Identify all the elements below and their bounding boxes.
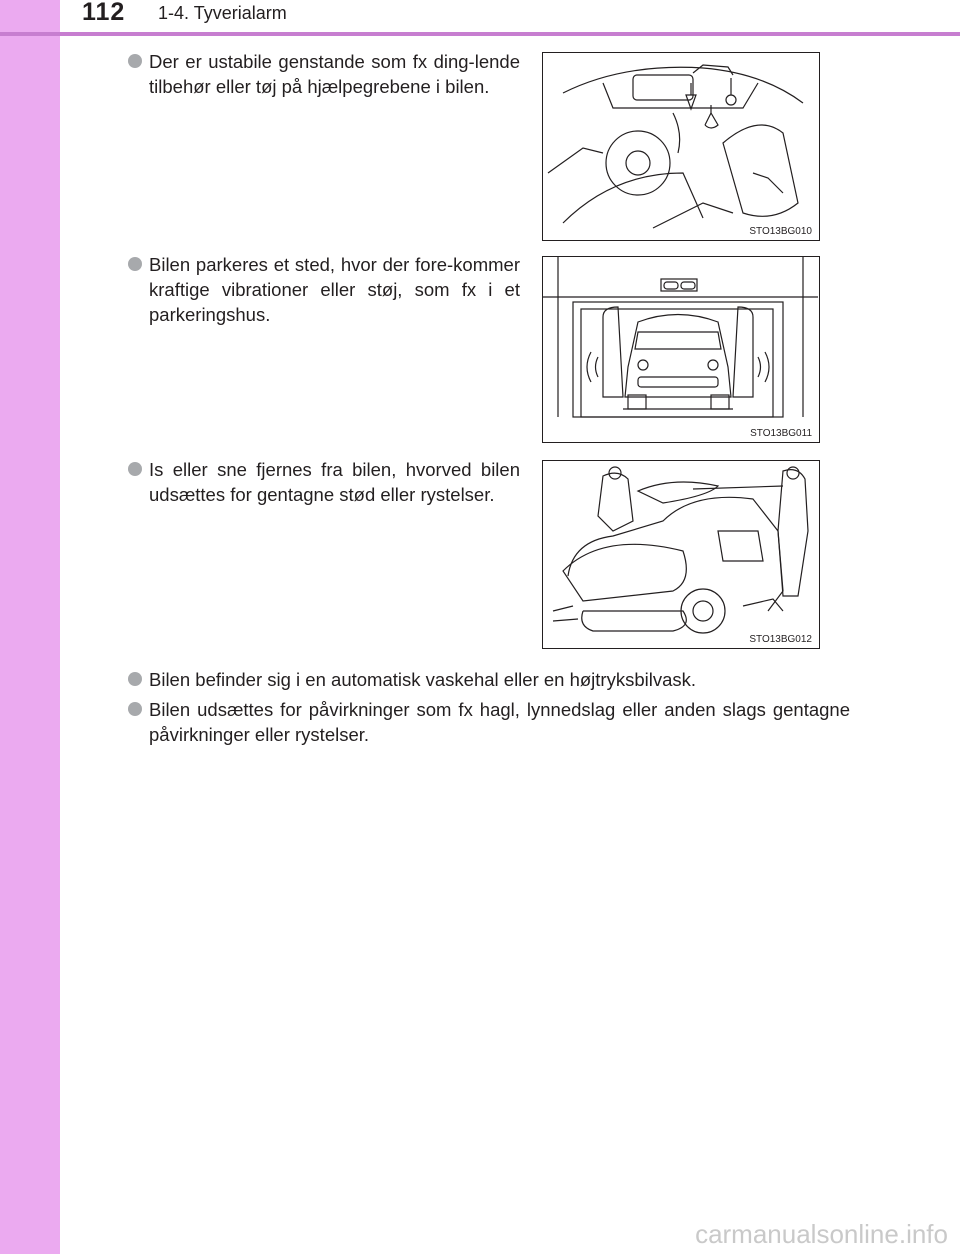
- page-number: 112: [82, 0, 126, 26]
- figure-code: STO13BG012: [749, 634, 812, 645]
- figure-snow-removal: [542, 460, 820, 649]
- header-rule: [0, 32, 960, 36]
- watermark: carmanualsonline.info: [695, 1219, 948, 1249]
- bullet-item-hail-lightning: [128, 697, 850, 747]
- bullet-icon: [128, 257, 142, 271]
- snow-illustration: [543, 461, 818, 647]
- figure-interior-hanging-items: [542, 52, 820, 241]
- bullet-item-loose-items: [128, 49, 520, 99]
- interior-illustration: [543, 53, 818, 239]
- bullet-text: Bilen parkeres et sted, hvor der fore-kommer kraftige vibrationer eller støj, som fx i et parkeringshus.: [149, 254, 520, 325]
- section-title: 1-4. Tyverialarm: [158, 3, 287, 23]
- bullet-icon: [128, 462, 142, 476]
- bullet-icon: [128, 672, 142, 686]
- bullet-icon: [128, 54, 142, 68]
- bullet-icon: [128, 702, 142, 716]
- bullet-item-car-wash: [128, 667, 850, 692]
- figure-code: STO13BG010: [749, 226, 812, 237]
- sidebar-tab: [0, 0, 60, 1254]
- figure-parking-garage: [542, 256, 820, 443]
- parking-illustration: [543, 257, 818, 441]
- bullet-item-parking-vibration: [128, 252, 520, 327]
- bullet-text: Der er ustabile genstande som fx ding-lende tilbehør eller tøj på hjælpegrebene i bilen.: [149, 51, 520, 97]
- bullet-item-ice-snow: [128, 457, 520, 507]
- bullet-text: Bilen befinder sig i en automatisk vaskehal eller en højtryksbilvask.: [149, 669, 697, 690]
- figure-code: STO13BG011: [750, 428, 812, 439]
- bullet-text: Is eller sne fjernes fra bilen, hvorved bilen udsættes for gentagne stød eller rystelser.: [149, 459, 520, 505]
- bullet-text: Bilen udsættes for påvirkninger som fx hagl, lynnedslag eller anden slags gentagne påvirkninger eller rystelser.: [149, 699, 850, 745]
